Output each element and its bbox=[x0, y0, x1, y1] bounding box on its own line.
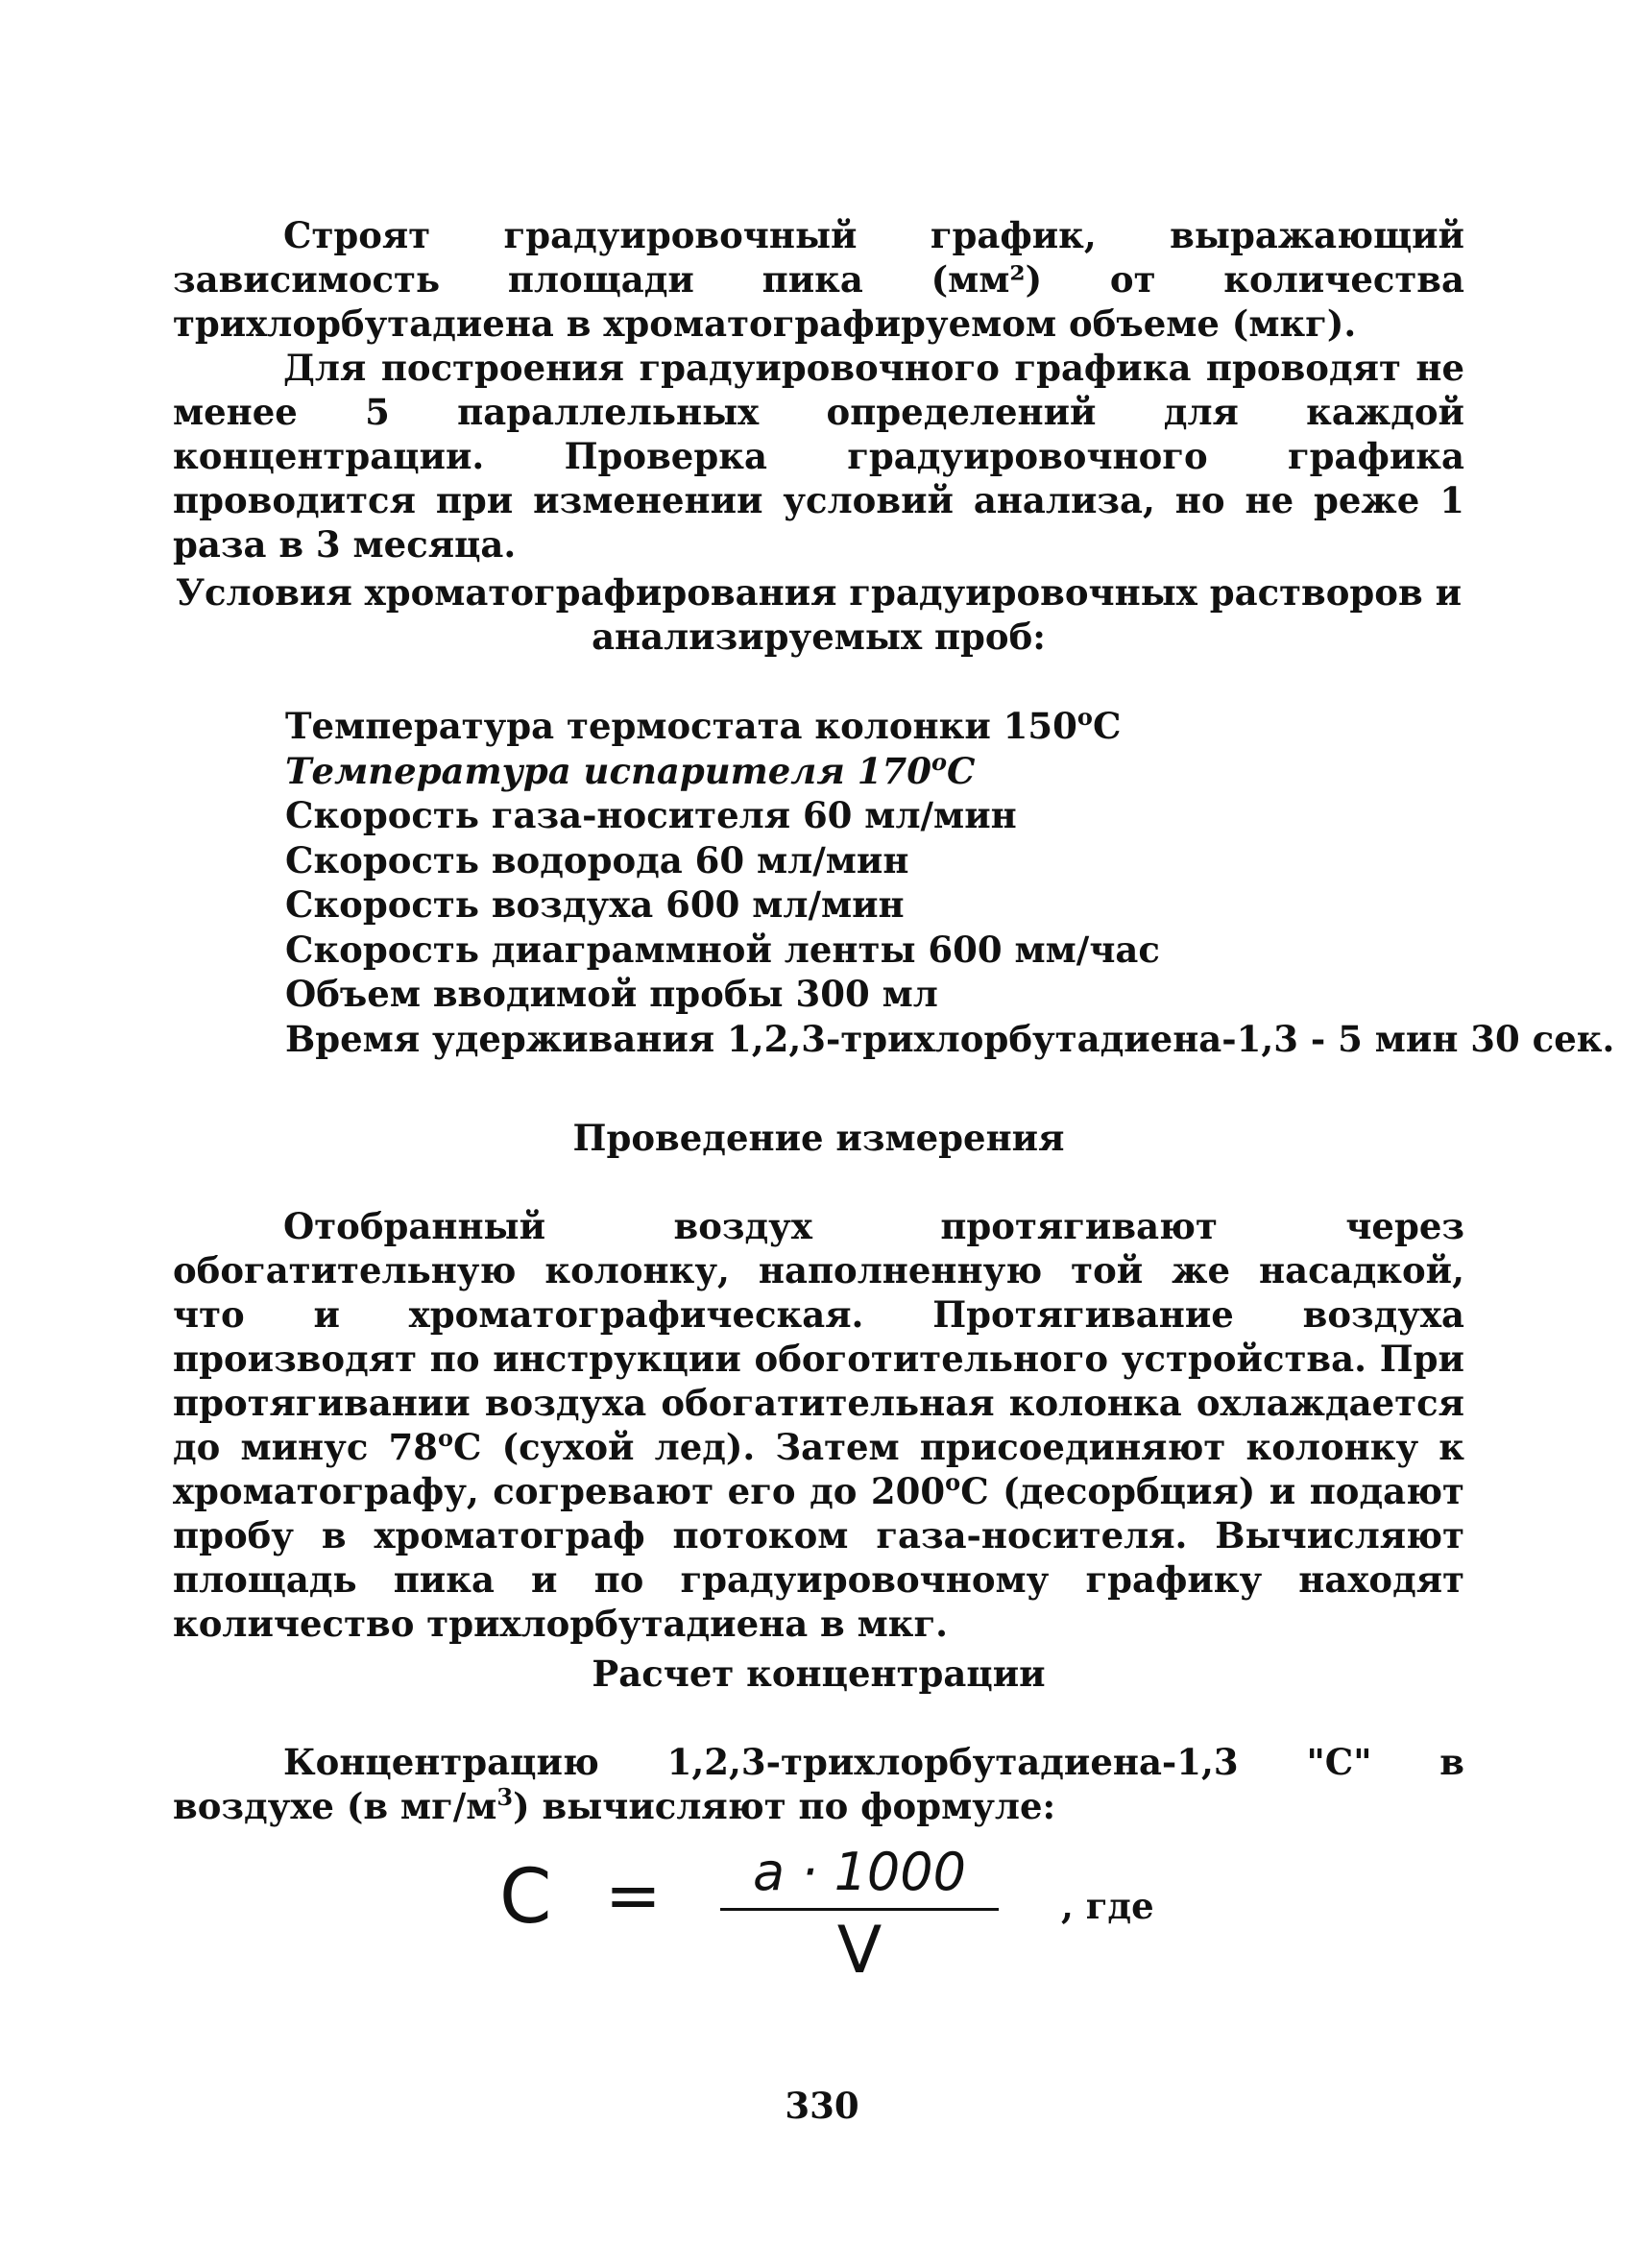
section-heading-conditions: Условия хроматографирования градуировочных растворов и анализируемых проб: bbox=[175, 571, 1463, 658]
page-number: 330 bbox=[785, 2085, 859, 2127]
condition-air-rate: Скорость воздуха 600 мл/мин bbox=[285, 883, 905, 926]
condition-chart-tape-speed: Скорость диаграммной ленты 600 мм/час bbox=[285, 928, 1160, 971]
condition-retention-time: Время удерживания 1,2,3-трихлорбутадиена-1,3 - 5 мин 30 сек. bbox=[285, 1017, 1615, 1060]
paragraph-concentration-intro: Концентрацию 1,2,3-трихлорбутадиена-1,3 "С" в воздухе (в $мг/м^3$) вычисляют по формуле: bbox=[173, 1741, 1464, 1827]
formula-concentration-symbol: C bbox=[499, 1854, 552, 1941]
conditions-list bbox=[285, 703, 1615, 1061]
paragraph-calibration-procedure: Для построения градуировочного графика проводят не менее 5 параллельных определений для каждой концентрации. Проверка градуировочного графика проводится при изменении условий анализа, но не реже 1 раза в 3 месяца. bbox=[173, 347, 1464, 566]
condition-thermostat-temperature: Температура термостата колонки 150$^o$C bbox=[285, 703, 1122, 747]
paragraph-measurement-procedure: Отобранный воздух протягивают через обогатительную колонку, наполненную той же насадкой, что и хроматографическая. Протягивание воздуха производят по инструкции обоготительного устройства. При протягивании воздуха обогатительная колонка охлаждается до минус 78$^o$C (сухой лед). Затем присоединяют колонку к хроматографу, согревают его до 200$^o$C (десорбция) и подают пробу в хроматограф потоком газа-носителя. Вычисляют площадь пика и по градуировочному графику находят количество трихлорбутадиена в мкг. bbox=[173, 1205, 1464, 1645]
condition-sample-volume: Объем вводимой пробы 300 мл bbox=[285, 973, 938, 1015]
paragraph-calibration-graph: Строят градуировочный график, выражающий зависимость площади пика (мм²) от количества трихлорбутадиена в хроматографируемом объеме (мкг). bbox=[173, 214, 1464, 345]
formula-where-label: , где bbox=[1061, 1885, 1154, 1927]
concentration-formula bbox=[499, 1844, 1229, 1988]
condition-carrier-gas-rate: Скорость газа-носителя 60 мл/мин bbox=[285, 794, 1017, 836]
formula-numerator: a · 1000 bbox=[752, 1842, 966, 1902]
formula-denominator: V bbox=[836, 1913, 882, 1989]
section-heading-measurement: Проведение измерения bbox=[572, 1117, 1065, 1159]
section-heading-calculation: Расчет концентрации bbox=[592, 1653, 1046, 1695]
condition-evaporator-temperature: Температура испарителя 170$^o$C bbox=[285, 747, 976, 792]
formula-fraction-bar bbox=[720, 1908, 999, 1911]
condition-hydrogen-rate: Скорость водорода 60 мл/мин bbox=[285, 838, 909, 881]
formula-equals-sign: = bbox=[605, 1856, 662, 1935]
